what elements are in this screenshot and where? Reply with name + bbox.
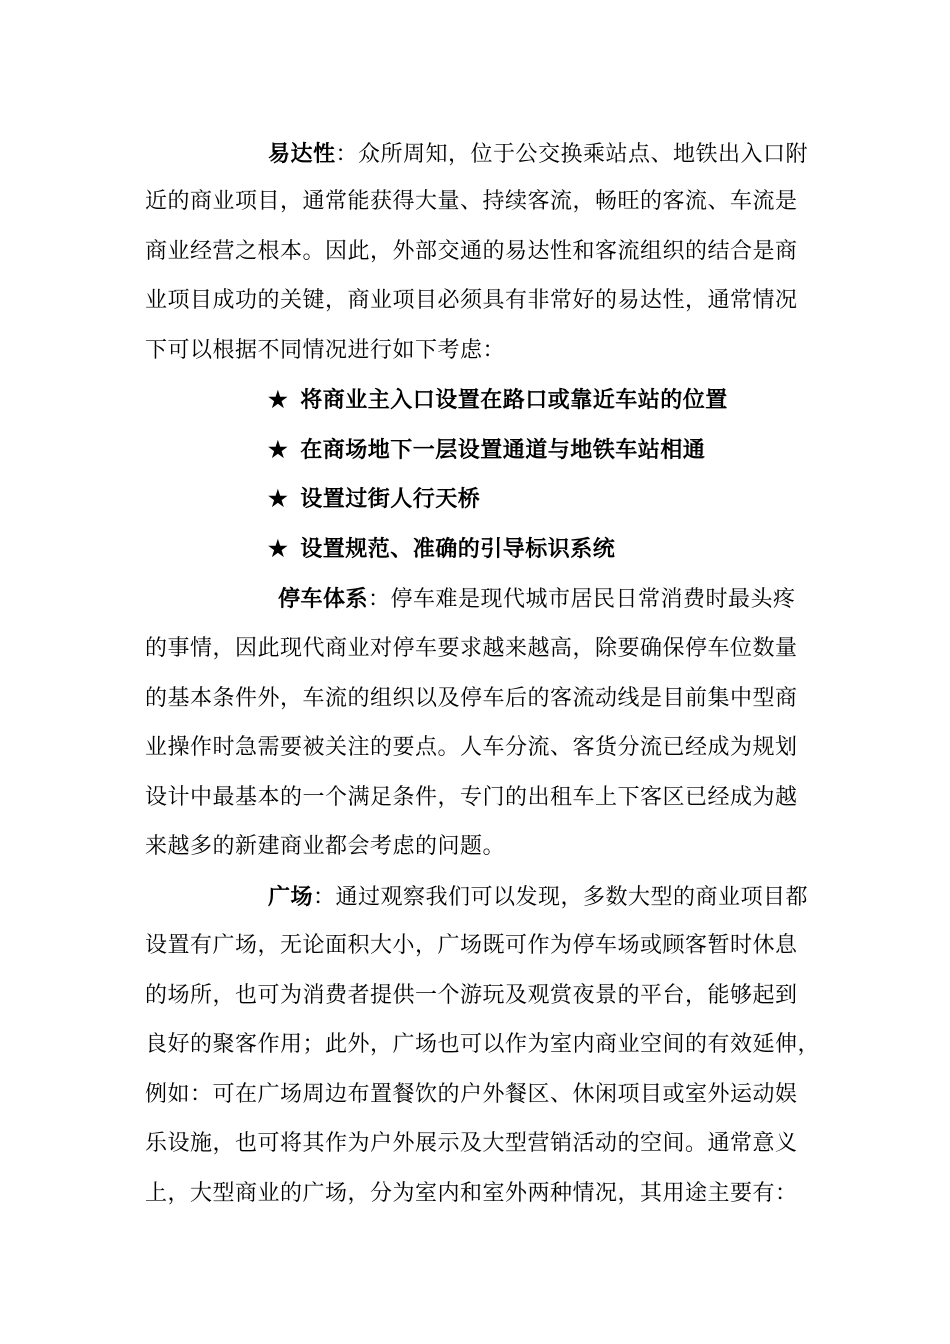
- term-accessibility: 易达性: [268, 141, 336, 167]
- paragraph-plaza-line-3: 的场所，也可为消费者提供一个游玩及观赏夜景的平台，能够起到: [145, 983, 798, 1008]
- paragraph-accessibility-line-2: 近的商业项目，通常能获得大量、持续客流，畅旺的客流、车流是: [145, 189, 798, 214]
- paragraph-parking-line-3: 的基本条件外，车流的组织以及停车后的客流动线是目前集中型商: [145, 686, 798, 711]
- term-plaza: 广场: [268, 884, 314, 910]
- paragraph-accessibility-line-4: 业项目成功的关键，商业项目必须具有非常好的易达性，通常情况: [145, 288, 798, 313]
- star-icon: ★: [268, 486, 289, 512]
- paragraph-parking-line-1: 停车体系：停车难是现代城市居民日常消费时最头疼: [278, 586, 796, 612]
- paragraph-plaza-line-4: 良好的聚客作用；此外，广场也可以作为室内商业空间的有效延伸，: [145, 1032, 821, 1057]
- paragraph-parking-line-4: 业操作时急需要被关注的要点。人车分流、客货分流已经成为规划: [145, 735, 798, 760]
- paragraph-parking-line-6: 来越多的新建商业都会考虑的问题。: [145, 834, 506, 859]
- term-parking: 停车体系: [278, 586, 369, 612]
- paragraph-plaza-line-7: 上，大型商业的广场，分为室内和室外两种情况，其用途主要有：: [145, 1181, 798, 1206]
- paragraph-parking-line-2: 的事情，因此现代商业对停车要求越来越高，除要确保停车位数量: [145, 636, 798, 661]
- paragraph-accessibility-line-1: 易达性：众所周知，位于公交换乘站点、地铁出入口附: [268, 141, 809, 167]
- star-icon: ★: [268, 387, 289, 413]
- paragraph-accessibility-line-3: 商业经营之根本。因此，外部交通的易达性和客流组织的结合是商: [145, 239, 798, 264]
- paragraph-parking-line-5: 设计中最基本的一个满足条件，专门的出租车上下客区已经成为越: [145, 785, 798, 810]
- paragraph-accessibility-line-5: 下可以根据不同情况进行如下考虑：: [145, 338, 506, 363]
- paragraph-plaza-line-6: 乐设施，也可将其作为户外展示及大型营销活动的空间。通常意义: [145, 1131, 798, 1156]
- star-icon: ★: [268, 437, 289, 463]
- paragraph-plaza-line-5: 例如：可在广场周边布置餐饮的户外餐区、休闲项目或室外运动娱: [145, 1082, 798, 1107]
- paragraph-plaza-line-1: 广场：通过观察我们可以发现，多数大型的商业项目都: [268, 884, 809, 910]
- bullet-item: ★ 在商场地下一层设置通道与地铁车站相通: [268, 437, 706, 463]
- paragraph-plaza-line-2: 设置有广场，无论面积大小，广场既可作为停车场或顾客暂时休息: [145, 933, 798, 958]
- bullet-item: ★ 设置过街人行天桥: [268, 486, 481, 512]
- bullet-item: ★ 将商业主入口设置在路口或靠近车站的位置: [268, 387, 728, 413]
- star-icon: ★: [268, 536, 289, 562]
- bullet-item: ★ 设置规范、准确的引导标识系统: [268, 536, 616, 562]
